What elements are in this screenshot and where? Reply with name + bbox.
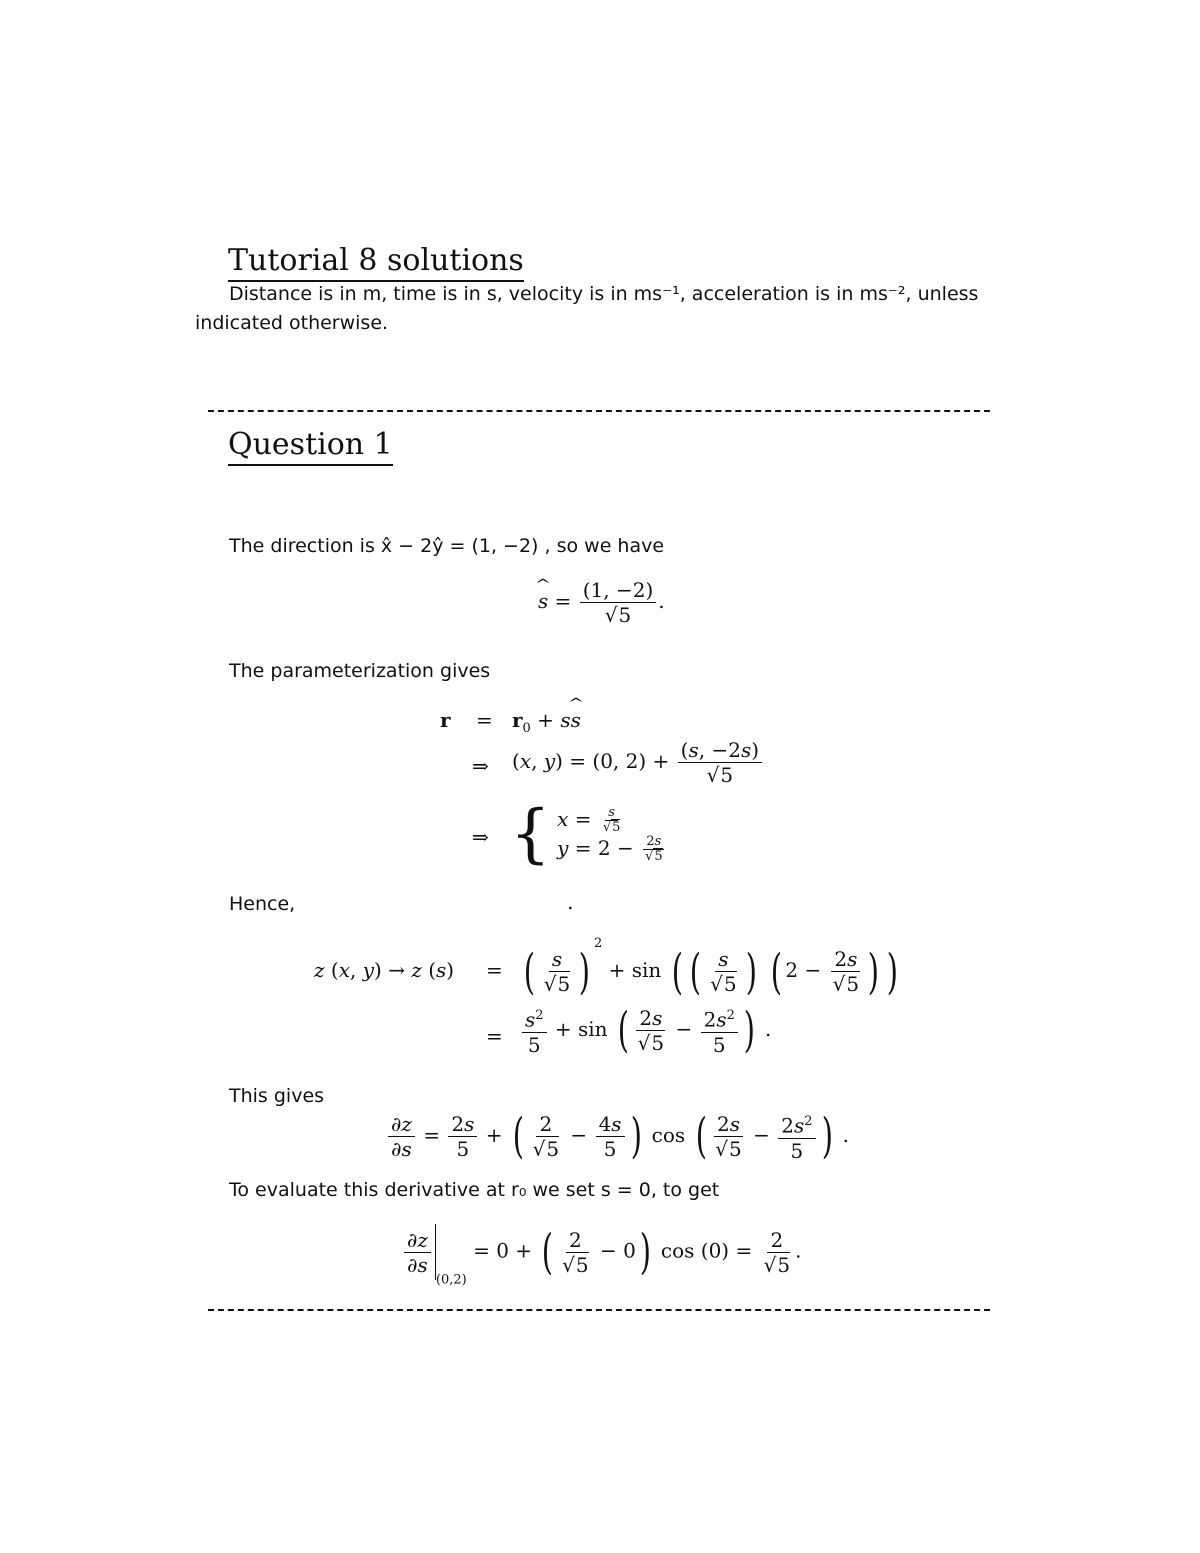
implies-arrow-1: ⇒ bbox=[472, 754, 489, 778]
equation-z-equals-1: = bbox=[486, 958, 503, 982]
intro-text-line1: Distance is in m, time is in s, velocity is in ms⁻¹, acceleration is in ms⁻², unless bbox=[229, 283, 979, 305]
equation-r-equals: = bbox=[476, 708, 493, 732]
document-title: Tutorial 8 solutions bbox=[228, 244, 524, 282]
paragraph-this-gives: This gives bbox=[229, 1085, 325, 1107]
equation-unit-vector: ^ s = $\frac{(1, -2)}{√5}$ . bbox=[538, 578, 665, 627]
equation-evaluated: $\frac{\partial z}{\partial s}$ $_{(0,2)}$ = 0 + ( $\frac{2}{√5}$ − 0) cos (0) = $\frac{2}{√5}$ . bbox=[402, 1224, 801, 1288]
paragraph-evaluate: To evaluate this derivative at r₀ we set s = 0, to get bbox=[229, 1179, 720, 1201]
section-divider-top bbox=[208, 410, 990, 412]
implies-arrow-2: ⇒ bbox=[472, 825, 489, 849]
equation-z-rhs-1: ( $\frac{s}{√5}$ ) $^2$ + sin ( ( $\frac{s}{√5}$ ) ( 2 − $\frac{2s}{√5}$ ) ) bbox=[523, 936, 898, 1000]
paragraph-hence: Hence, bbox=[229, 893, 296, 915]
equation-z-rhs-2: $\frac{s^2}{5}$ + sin ( $\frac{2s}{√5}$ − $\frac{2s^2}{5}$ ) . bbox=[520, 1004, 771, 1057]
equation-z-lhs: z (x, y) → z (s) bbox=[314, 958, 455, 982]
question-heading: Question 1 bbox=[228, 428, 393, 466]
equation-r-line2: (x, y) = (0, 2) + $\frac{(s, -2s)}{√5}$ bbox=[512, 738, 764, 787]
paragraph-direction: The direction is x̂ − 2ŷ = (1, −2) , so we have bbox=[229, 535, 665, 557]
equation-r-line1: r bbox=[440, 708, 451, 732]
section-divider-bottom bbox=[208, 1309, 990, 1311]
equation-z-equals-2: = bbox=[486, 1024, 503, 1048]
equation-derivative: $\frac{\partial z}{\partial s}$ = $\frac{2s}{5}$ + ( $\frac{2}{√5}$ − $\frac{4s}{5}$ ) cos ( $\frac{2s}{√5}$ − $\frac{2s^2}{5}$ ) . bbox=[386, 1110, 849, 1163]
intro-text-line2: indicated otherwise. bbox=[195, 312, 389, 334]
equation-system: { x = $\frac{s}{√5}$ y = 2 − $\frac{2s}{√5}$ . bbox=[510, 797, 663, 914]
equation-r-rhs: $r_0$ + s^ s bbox=[512, 708, 581, 736]
paragraph-parameterization: The parameterization gives bbox=[229, 660, 491, 682]
